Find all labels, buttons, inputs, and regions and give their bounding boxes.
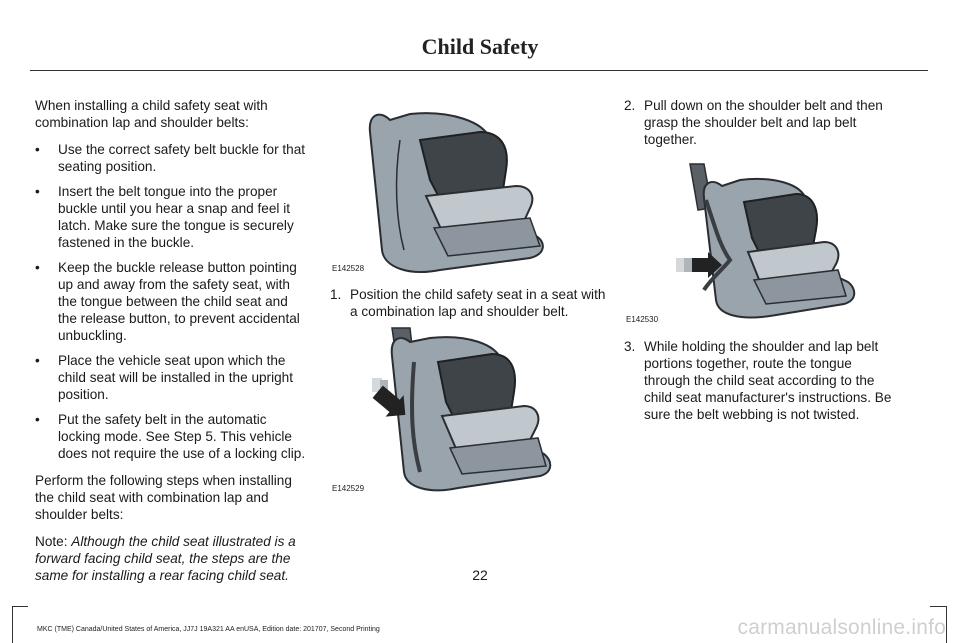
perform-paragraph: Perform the following steps when installing the child seat with combination lap and shoulder belts: [35,473,292,522]
list-item [35,411,307,462]
list-item [35,183,307,251]
list-item [35,352,307,403]
bullet-symbol: • [35,353,40,368]
step-text: Pull down on the shoulder belt and then grasp the shoulder belt and lap belt together. [644,98,883,147]
step-1 [330,286,608,320]
list-item [35,141,307,175]
step-2 [624,97,900,148]
list-item [35,259,307,344]
footer-edition-text: MKC (TME) Canada/United States of America, JJ7J 19A321 AA enUSA, Edition date: 201707, Second Printing [37,626,380,633]
crop-mark [930,606,946,607]
figure-seat-positioned [330,100,610,280]
step-number: 1. [330,287,342,302]
list-item-text: Put the safety belt in the automatic locking mode. See Step 5. This vehicle does not require the use of a locking clip. [58,412,306,461]
figure-hold-belts [624,160,900,330]
bullet-symbol: • [35,142,40,157]
list-item-text: Place the vehicle seat upon which the child seat will be installed in the upright position. [58,353,294,402]
figure-code: E142530 [626,315,659,324]
step-text: Position the child safety seat in a seat with a combination lap and shoulder belt. [350,287,606,319]
bullet-symbol: • [35,184,40,199]
crop-mark [12,606,13,643]
step-number: 3. [624,339,636,354]
bullet-symbol: • [35,412,40,427]
requirements-list [35,141,307,462]
step-number: 2. [624,98,636,113]
intro-column [35,97,307,594]
figure-code: E142529 [332,484,365,493]
note-text: Although the child seat illustrated is a forward facing child seat, the steps are the same for installing a rear facing child seat. [35,534,296,583]
note-label: Note: [35,534,68,549]
list-item-text: Use the correct safety belt buckle for that seating position. [58,142,306,174]
page-number: 22 [472,567,488,583]
bullet-symbol: • [35,260,40,275]
list-item-text: Keep the buckle release button pointing up and away from the safety seat, with the tongue between the child seat and the release button, to prevent accidental unbuckling. [58,260,300,343]
step-text: While holding the shoulder and lap belt portions together, route the tongue through the child seat according to the child seat manufacturer's instructions. Be sure the belt webbing is not twisted. [644,339,892,422]
watermark: carmanualsonline.info [737,616,946,639]
crop-mark [946,606,947,643]
header-divider [30,70,928,71]
child-seat-illustration [330,100,610,280]
figure-pull-belt [330,322,610,502]
step-3 [624,338,900,423]
child-seat-belt-illustration [330,322,610,502]
page-title: Child Safety [421,34,539,59]
figure-code: E142528 [332,264,365,273]
child-seat-hold-belts-illustration [624,160,900,330]
crop-mark [12,606,28,607]
list-item-text: Insert the belt tongue into the proper buckle until you hear a snap and feel it latch. Make sure the tongue is securely fastened in the buckle. [58,184,294,250]
intro-paragraph: When installing a child safety seat with combination lap and shoulder belts: [35,98,268,130]
